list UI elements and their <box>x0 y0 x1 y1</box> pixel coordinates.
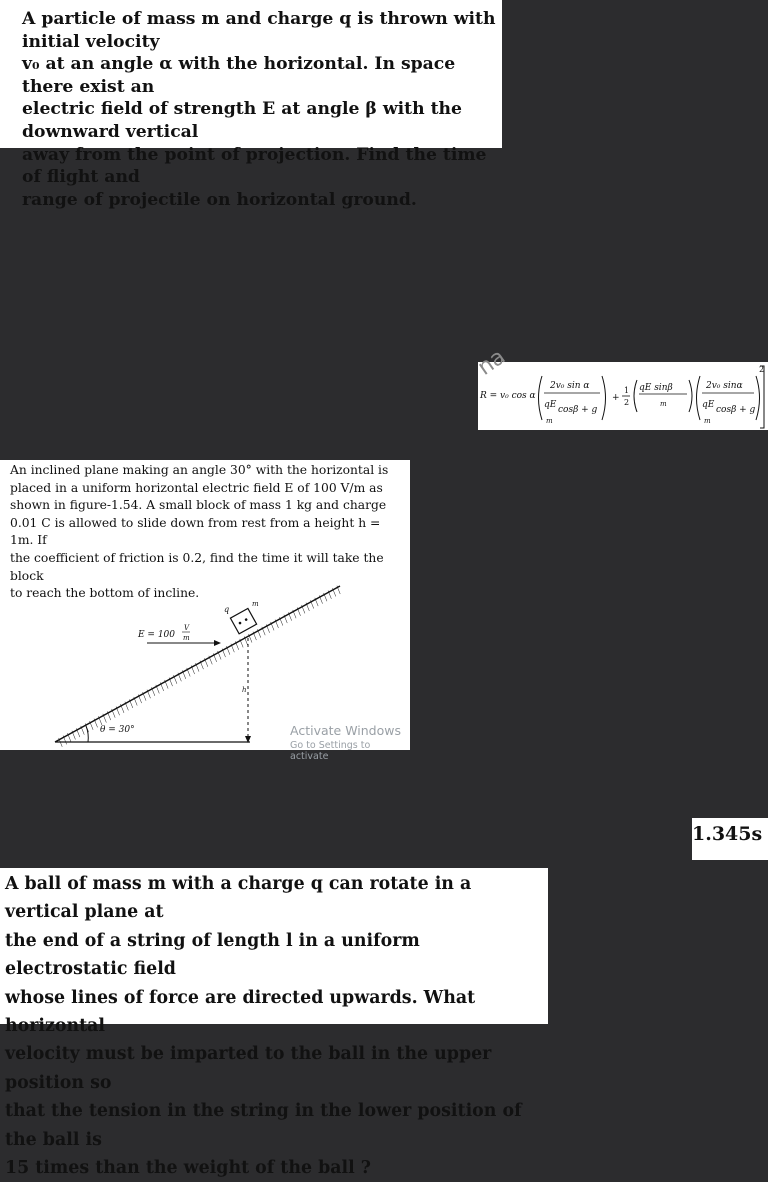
formula-lhs: R = v₀ cos α <box>480 391 536 401</box>
arrowhead <box>214 640 221 646</box>
paren-close <box>602 376 606 420</box>
frac1-numerator: 2v₀ sin α <box>550 381 590 391</box>
overlay-mark: na <box>473 344 511 381</box>
frac2-numerator: qE sinβ <box>639 383 673 393</box>
charge-label: q <box>224 605 230 614</box>
paren-close <box>756 376 760 420</box>
half-denominator: 2 <box>624 398 630 407</box>
incline-figure <box>0 460 410 750</box>
paren-open <box>634 380 637 412</box>
frac1-den-b: m <box>546 417 553 425</box>
watermark-title: Activate Windows <box>290 723 401 738</box>
mass-label: m <box>252 600 259 608</box>
text-line: A particle of mass m and charge q is thrown with initial velocity <box>22 9 496 52</box>
watermark-subtitle: Go to Settings to activate <box>290 740 371 762</box>
text-line: shown in figure-1.54. A small block of mass 1 kg and charge <box>10 498 387 513</box>
field-label: E = 100 <box>138 630 176 640</box>
question-text <box>22 8 502 211</box>
text-line: that the tension in the string in the lower position of the ball is <box>5 1101 522 1150</box>
field-unit-denominator: m <box>183 634 190 642</box>
text-line: An inclined plane making an angle 30° with the horizontal is <box>10 463 389 477</box>
charged-block <box>230 608 256 633</box>
text-line: the coefficient of friction is 0.2, find the time it will take the block <box>10 550 384 583</box>
frac1-den-a: qE <box>544 400 557 410</box>
text-line: whose lines of force are directed upwards. What horizontal <box>5 987 476 1037</box>
block-rect <box>230 608 256 633</box>
frac3-den-a: qE <box>702 400 715 410</box>
paren-open <box>539 376 543 420</box>
frac3-numerator: 2v₀ sinα <box>706 381 743 391</box>
text-line: velocity must be imparted to the ball in the upper position so <box>5 1044 492 1093</box>
question-text <box>5 870 548 1182</box>
frac3-den-c: cosβ + g <box>716 405 756 415</box>
text-line: the end of a string of length l in a uniform electrostatic field <box>5 930 420 980</box>
text-line: 0.01 C is allowed to slide down from rest from a height h = 1m. If <box>10 515 381 548</box>
plus-sign: + <box>612 393 620 403</box>
incline-surface <box>55 586 340 742</box>
half-numerator: 1 <box>624 386 630 395</box>
text-line: range of projectile on horizontal ground. <box>22 189 417 210</box>
answer-card <box>692 818 768 860</box>
frac1-den-c: cosβ + g <box>558 405 598 415</box>
height-label: h <box>242 686 247 694</box>
question-card-projectile <box>0 0 502 210</box>
paren-open <box>697 376 701 420</box>
text-line: to reach the bottom of incline. <box>10 586 200 601</box>
formula-card <box>478 362 768 430</box>
text-line: v₀ at an angle α with the horizontal. In space there exist an <box>22 54 456 97</box>
text-line: away from the point of projection. Find the time of flight and <box>22 144 487 188</box>
field-unit-numerator: V <box>184 624 190 632</box>
angle-label: θ = 30° <box>100 725 135 735</box>
question-card-incline <box>0 460 410 762</box>
question-card-ball <box>0 868 548 1179</box>
paren-close <box>689 380 692 412</box>
text-line: placed in a uniform horizontal electric field E of 100 V/m as <box>10 480 383 495</box>
formula-exponent: 2 <box>759 365 765 374</box>
answer-value: 1.345s <box>692 823 763 845</box>
text-line: electric field of strength E at angle β with the downward vertical <box>22 99 462 142</box>
range-formula <box>478 362 768 430</box>
bracket-close <box>760 366 764 428</box>
frac2-denominator: m <box>660 400 667 408</box>
text-line: 15 times than the weight of the ball ? <box>5 1158 371 1179</box>
text-line: A ball of mass m with a charge q can rotate in a vertical plane at <box>5 874 472 923</box>
frac3-den-b: m <box>704 417 711 425</box>
